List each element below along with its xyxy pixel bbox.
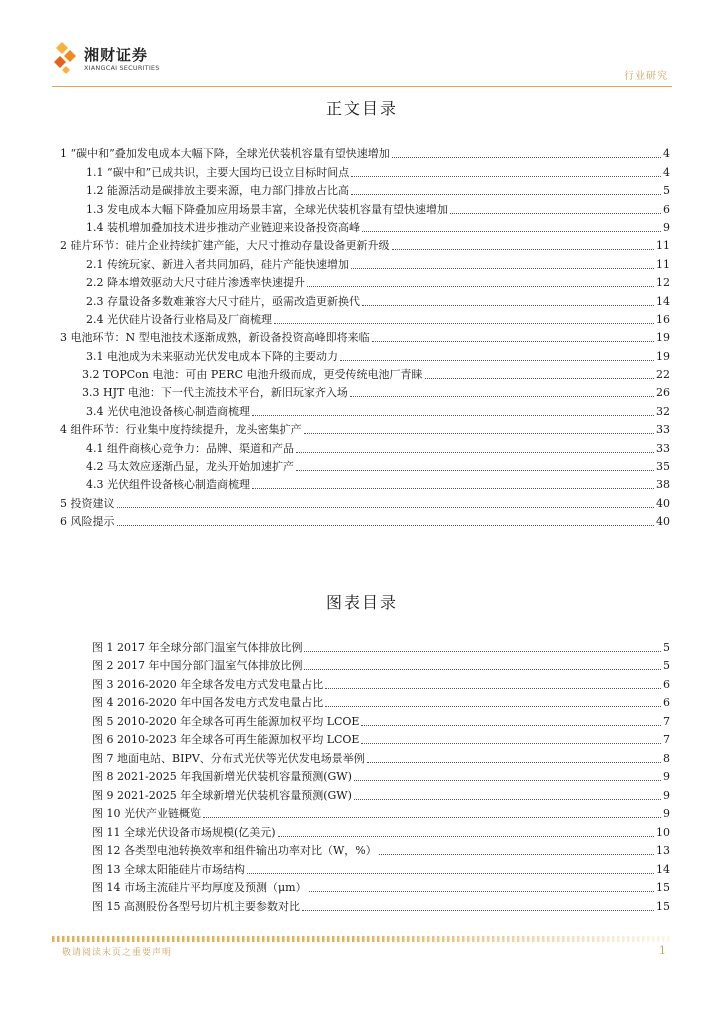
figure-entry-page: 15 [656, 899, 670, 913]
toc-entry[interactable] [60, 143, 670, 161]
figure-entry[interactable] [92, 673, 670, 692]
company-name-en: XIANGCAI SECURITIES [84, 64, 160, 72]
toc-entry-title: 1.2 能源活动是碳排放主要来源，电力部门排放占比高 [86, 184, 349, 198]
figure-entry-leader [361, 725, 661, 726]
toc-entry[interactable] [60, 364, 670, 382]
toc-entry[interactable] [60, 492, 670, 510]
toc-title: 正文目录 [325, 99, 398, 118]
toc-entry-title: 2.4 光伏硅片设备行业格局及厂商梳理 [86, 312, 272, 326]
toc-entry-title: 2 硅片环节：硅片企业持续扩建产能，大尺寸推动存量设备更新升级 [60, 239, 390, 253]
figure-entry-leader [354, 780, 661, 781]
toc-entry-page: 9 [663, 220, 670, 234]
toc-entry-leader [351, 268, 654, 269]
toc-entry-leader [307, 286, 654, 287]
figure-entry-title: 图 10 光伏产业链概览 [92, 807, 201, 820]
figure-entry-page: 5 [663, 640, 670, 654]
toc-entry-leader [351, 176, 661, 177]
toc-entry-title: 1.1 “碳中和”已成共识，主要大国均已设立目标时间点 [86, 165, 350, 179]
figure-entry[interactable] [92, 840, 670, 859]
toc-entry-title: 5 投资建议 [60, 496, 115, 510]
figure-entry-page: 9 [663, 788, 670, 802]
figure-entry-page: 8 [663, 751, 670, 765]
figure-entry-title: 图 4 2016-2020 年中国各发电方式发电量占比 [92, 696, 324, 709]
figure-entry-page: 9 [663, 807, 670, 820]
figure-entry[interactable] [92, 729, 670, 748]
toc-entry[interactable] [60, 198, 670, 216]
toc-entry-title: 1 “碳中和”叠加发电成本大幅下降，全球光伏装机容量有望快速增加 [60, 147, 390, 161]
figure-entry[interactable] [92, 784, 670, 803]
figure-entry-leader [309, 891, 654, 892]
toc-entry-page: 26 [656, 386, 670, 400]
toc-entry-title: 2.1 传统玩家、新进入者共同加码，硅片产能快速增加 [86, 257, 349, 271]
toc-entry[interactable] [60, 400, 670, 418]
toc-entry-leader [340, 360, 654, 361]
toc-entry-page: 11 [656, 257, 670, 271]
figure-entry-leader [354, 799, 661, 800]
toc-entry-title: 4.2 马太效应逐渐凸显，龙头开始加速扩产 [86, 460, 294, 474]
toc-entry-title: 3 电池环节：N 型电池技术逐渐成熟，新设备投资高峰即将来临 [60, 331, 370, 345]
figure-entry-leader [203, 817, 661, 818]
toc-entry-leader [351, 194, 661, 195]
figure-entry-page: 6 [663, 696, 670, 709]
figure-entry[interactable] [92, 877, 670, 896]
toc-entry-leader [362, 305, 654, 306]
toc-entry[interactable] [60, 327, 670, 345]
figure-entry-title: 图 8 2021-2025 年我国新增光伏装机容量预测(GW) [92, 770, 352, 783]
figure-entry-page: 7 [663, 714, 670, 728]
toc-entry[interactable] [60, 309, 670, 327]
toc-entry-leader [392, 157, 661, 158]
figure-entry-title: 图 3 2016-2020 年全球各发电方式发电量占比 [92, 677, 324, 691]
toc-entry-page: 5 [663, 184, 670, 198]
toc-entry-page: 33 [656, 441, 670, 455]
page-header [0, 0, 724, 92]
toc-entry[interactable] [60, 180, 670, 198]
toc-entry[interactable] [60, 235, 670, 253]
toc-entry-page: 14 [656, 294, 670, 308]
figure-entry[interactable] [92, 821, 670, 840]
figure-entry[interactable] [92, 655, 670, 674]
toc-entry-page: 11 [656, 239, 670, 253]
toc-entry-page: 4 [663, 165, 670, 179]
toc-entry[interactable] [60, 272, 670, 290]
figure-entry[interactable] [92, 636, 670, 655]
toc-entry-title: 4 组件环节：行业集中度持续提升，龙头密集扩产 [60, 423, 302, 437]
toc-entry-leader [350, 396, 654, 397]
toc-entry-page: 32 [656, 404, 670, 418]
toc-entry-title: 4.1 组件商核心竞争力：品牌、渠道和产品 [86, 441, 294, 455]
figure-entry[interactable] [92, 803, 670, 822]
header-divider [52, 86, 672, 87]
figure-entry[interactable] [92, 858, 670, 877]
toc-entry-leader [274, 323, 654, 324]
figure-entry-title: 图 6 2010-2023 年全球各可再生能源加权平均 LCOE [92, 733, 360, 746]
toc-entry-leader [450, 213, 661, 214]
figure-entry-leader [302, 910, 654, 911]
toc-entry-page: 19 [656, 349, 670, 363]
figure-entry-leader [325, 706, 661, 707]
toc-entry[interactable] [60, 161, 670, 179]
figure-entry-page: 14 [656, 862, 670, 876]
figure-entry-page: 5 [663, 659, 670, 672]
figure-index-list [92, 636, 670, 914]
toc-entry-page: 16 [656, 312, 670, 326]
toc-entry[interactable] [60, 217, 670, 235]
figure-entry-title: 图 12 各类型电池转换效率和组件输出功率对比（W，%） [92, 844, 377, 857]
figure-entry-leader [379, 854, 654, 855]
toc-entry-leader [362, 231, 661, 232]
figure-index-title: 图表目录 [325, 593, 398, 612]
figure-entry-leader [304, 669, 661, 670]
figure-entry-title: 图 9 2021-2025 年全球新增光伏装机容量预测(GW) [92, 788, 352, 802]
figure-entry-leader [247, 873, 654, 874]
toc-entry[interactable] [60, 511, 670, 529]
toc-entry[interactable] [60, 290, 670, 308]
figure-entry-page: 15 [656, 881, 670, 894]
toc-entry-page: 22 [656, 368, 670, 382]
company-logo-icon [52, 40, 80, 76]
figure-entry-page: 6 [663, 677, 670, 691]
toc-entry-title: 1.4 装机增加叠加技术进步推动产业链迎来设备投资高峰 [86, 220, 360, 234]
report-type-label: 行业研究 [624, 71, 668, 82]
toc-entry-title: 1.3 发电成本大幅下降叠加应用场景丰富，全球光伏装机容量有望快速增加 [86, 202, 448, 216]
figure-entry-title: 图 7 地面电站、BIPV、分布式光伏等光伏发电场景举例 [92, 751, 365, 765]
toc-entry-page: 40 [656, 515, 670, 529]
figure-entry-title: 图 15 高测股份各型号切片机主要参数对比 [92, 899, 300, 913]
figure-entry-title: 图 14 市场主流硅片平均厚度及预测（μm） [92, 881, 307, 894]
toc-entry-page: 35 [656, 460, 670, 474]
footer-disclaimer: 敬请阅读末页之重要声明 [62, 948, 173, 958]
toc-list [60, 143, 670, 529]
toc-entry-title: 3.1 电池成为未来驱动光伏发电成本下降的主要动力 [86, 349, 338, 363]
figure-entry[interactable] [92, 766, 670, 785]
toc-entry-leader [296, 452, 654, 453]
toc-entry-leader [425, 378, 655, 379]
figure-entry[interactable] [92, 710, 670, 729]
toc-entry-page: 19 [656, 331, 670, 345]
toc-entry-title: 4.3 光伏组件设备核心制造商梳理 [86, 478, 250, 492]
figure-entry-title: 图 1 2017 年全球分部门温室气体排放比例 [92, 640, 303, 654]
toc-entry-page: 4 [663, 147, 670, 161]
toc-entry-title: 3.3 HJT 电池：下一代主流技术平台，新旧玩家齐入场 [82, 386, 348, 400]
company-name-cn: 湘财证券 [84, 46, 149, 64]
toc-entry[interactable] [60, 345, 670, 363]
figure-entry-leader [304, 651, 661, 652]
footer-divider [52, 936, 672, 942]
toc-entry-title: 2.3 存量设备多数难兼容大尺寸硅片，亟需改造更新换代 [86, 294, 360, 308]
toc-entry-leader [296, 470, 654, 471]
toc-entry-leader [252, 415, 654, 416]
toc-entry-title: 2.2 降本增效驱动大尺寸硅片渗透率快速提升 [86, 276, 305, 290]
figure-entry-leader [325, 688, 661, 689]
toc-entry[interactable] [60, 382, 670, 400]
toc-entry-leader [117, 525, 655, 526]
toc-entry-title: 3.2 TOPCon 电池：可由 PERC 电池升级而成，更受传统电池厂青睐 [82, 368, 423, 382]
toc-entry-page: 33 [656, 423, 670, 437]
toc-entry[interactable] [60, 419, 670, 437]
toc-entry[interactable] [60, 456, 670, 474]
figure-entry[interactable] [92, 747, 670, 766]
toc-entry-title: 3.4 光伏电池设备核心制造商梳理 [86, 404, 250, 418]
toc-entry[interactable] [60, 474, 670, 492]
figure-entry-page: 13 [656, 844, 670, 857]
toc-entry[interactable] [60, 437, 670, 455]
figure-entry-title: 图 11 全球光伏设备市场规模(亿美元) [92, 825, 276, 839]
figure-entry-title: 图 13 全球太阳能硅片市场结构 [92, 862, 245, 876]
page-number: 1 [659, 944, 666, 957]
figure-entry-title: 图 2 2017 年中国分部门温室气体排放比例 [92, 659, 303, 672]
toc-entry-leader [392, 249, 655, 250]
toc-entry-title: 6 风险提示 [60, 515, 115, 529]
toc-entry-leader [117, 507, 655, 508]
figure-entry-title: 图 5 2010-2020 年全球各可再生能源加权平均 LCOE [92, 714, 360, 728]
toc-entry-page: 40 [656, 496, 670, 510]
figure-entry-page: 7 [663, 733, 670, 746]
toc-entry-page: 6 [663, 202, 670, 216]
toc-entry[interactable] [60, 253, 670, 271]
toc-entry-page: 38 [656, 478, 670, 492]
figure-entry-leader [278, 836, 654, 837]
toc-entry-leader [252, 488, 654, 489]
figure-entry-page: 10 [656, 825, 670, 839]
toc-entry-leader [304, 433, 655, 434]
toc-entry-leader [372, 341, 654, 342]
figure-entry[interactable] [92, 692, 670, 711]
figure-entry-leader [361, 743, 661, 744]
figure-entry[interactable] [92, 895, 670, 914]
toc-entry-page: 12 [656, 276, 670, 290]
figure-entry-page: 9 [663, 770, 670, 783]
figure-entry-leader [367, 762, 661, 763]
